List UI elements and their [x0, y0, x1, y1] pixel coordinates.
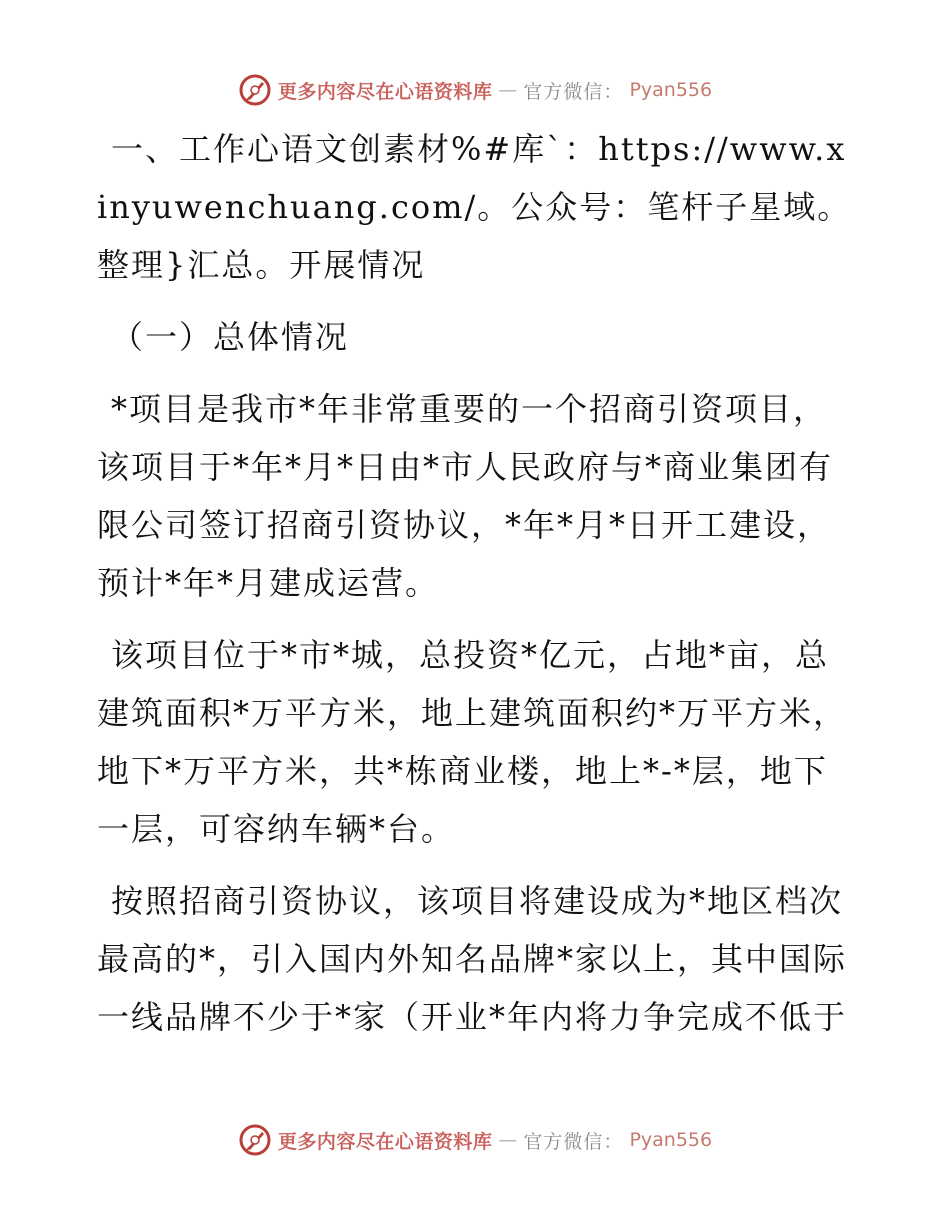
- footer-watermark: [0, 1120, 950, 1160]
- paragraph-project-location: 该项目位于*市*城，总投资*亿元，占地*亩，总建筑面积*万平方米，地上建筑面积约*万平方米，地下*万平方米，共*栋商业楼，地上*-*层，地下一层，可容纳车辆*台。: [97, 636, 848, 848]
- footer-brand-text: 更多内容尽在心语资料库: [277, 1130, 493, 1153]
- header-separator: —: [498, 79, 518, 101]
- header-wechat-label: 官方微信：: [523, 80, 624, 103]
- footer-separator: —: [498, 1129, 518, 1151]
- quill-seal-icon: [238, 73, 272, 107]
- document-body: [97, 120, 857, 1060]
- header-wechat-id: Pyan556: [629, 79, 713, 101]
- paragraph-agreement-terms: 按照招商引资协议，该项目将建设成为*地区档次最高的*，引入国内外知名品牌*家以上，其中国际一线品牌不少于*家（开业*年内将力争完成不低于: [97, 882, 848, 1036]
- subsection-heading: （一）总体情况: [111, 318, 350, 356]
- footer-wechat-id: Pyan556: [629, 1129, 713, 1151]
- header-watermark: [0, 70, 950, 110]
- header-brand-text: 更多内容尽在心语资料库: [277, 80, 493, 103]
- paragraph-project-overview: *项目是我市*年非常重要的一个招商引资项目，该项目于*年*月*日由*市人民政府与*商业集团有限公司签订招商引资协议，*年*月*日开工建设，预计*年*月建成运营。: [97, 390, 834, 602]
- section-heading-1: 一、工作心语文创素材%#库`：https://www.xinyuwenchuang.com/。公众号：笔杆子星域。整理}汇总。开展情况: [97, 130, 852, 284]
- footer-wechat-label: 官方微信：: [523, 1130, 624, 1153]
- quill-seal-icon: [238, 1123, 272, 1157]
